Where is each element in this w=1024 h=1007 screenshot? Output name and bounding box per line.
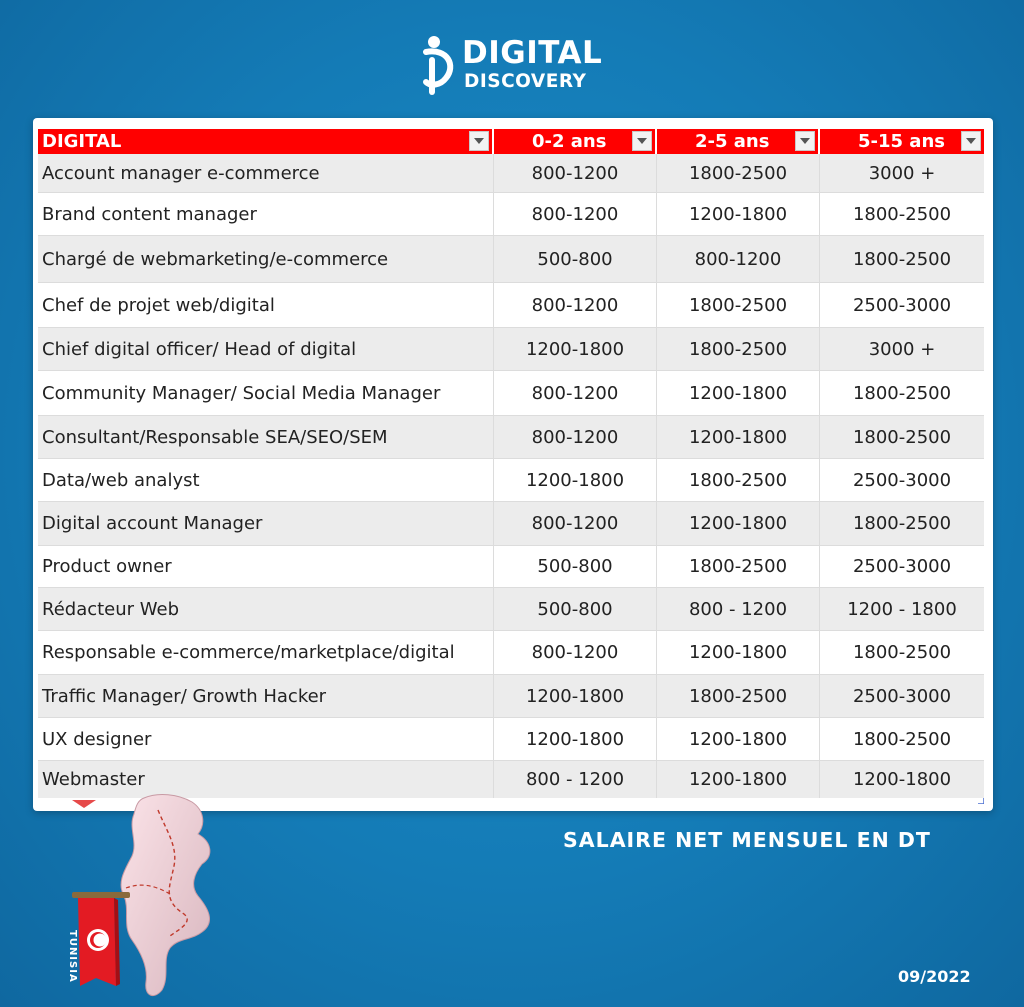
salary-cell[interactable]: 2500-3000 [852,469,952,491]
salary-cell[interactable]: 1800-2500 [657,459,820,501]
salary-cell[interactable]: 1200-1800 [494,675,657,717]
salary-cell[interactable]: 800-1200 [494,283,657,327]
salary-cell[interactable]: 1200-1800 [657,718,820,760]
salary-cell[interactable]: 800-1200 [494,193,657,235]
salary-cell[interactable]: 1800-2500 [852,426,952,448]
salary-cell[interactable]: 2500-3000 [852,294,952,316]
salary-cell[interactable]: 800-1200 [494,416,657,458]
dropdown-arrow-icon[interactable] [469,131,489,151]
publication-date: 09/2022 [898,967,971,986]
salary-cell[interactable]: 1200-1800 [657,193,820,235]
job-title-cell[interactable]: Community Manager/ Social Media Manager [38,371,494,415]
salary-cell[interactable]: 500-800 [494,588,657,630]
dropdown-arrow-icon[interactable] [961,131,981,151]
salary-cell[interactable]: 800-1200 [494,631,657,674]
salary-cell[interactable]: 1200 - 1800 [847,598,957,620]
brand-line2: DISCOVERY [464,71,587,92]
dropdown-arrow-icon[interactable] [632,131,652,151]
salary-cell[interactable]: 1200-1800 [494,328,657,370]
job-title-cell[interactable]: UX designer [38,718,494,760]
salary-cell[interactable]: 800 - 1200 [494,761,657,798]
salary-cell[interactable]: 2500-3000 [852,685,952,707]
brand-line1: DIGITAL [462,35,603,71]
brand-logo [418,34,618,98]
job-title-cell[interactable]: Consultant/Responsable SEA/SEO/SEM [38,416,494,458]
salary-cell[interactable]: 1800-2500 [852,203,952,225]
salary-cell[interactable]: 1200-1800 [657,761,820,798]
salary-caption: SALAIRE NET MENSUEL EN DT [563,828,931,852]
salary-cell[interactable]: 1800-2500 [852,642,952,663]
salary-table [38,129,984,798]
table-row [38,154,984,192]
salary-cell[interactable]: 1200-1800 [657,631,820,674]
salary-cell[interactable]: 800-1200 [494,154,657,192]
salary-cell[interactable]: 3000 + [868,338,936,360]
digital-discovery-logo-icon [418,34,456,96]
salary-cell[interactable]: 3000 + [868,162,936,184]
table-row [38,458,984,501]
table-row [38,501,984,545]
table-row [38,545,984,587]
tunisia-map-icon [66,790,236,1002]
table-row [38,327,984,370]
salary-cell[interactable]: 1200-1800 [494,459,657,501]
header-0-2[interactable] [494,129,657,154]
table-row [38,587,984,630]
table-row [38,235,984,282]
salary-cell[interactable]: 800-1200 [494,371,657,415]
job-title-cell[interactable]: Product owner [38,546,494,587]
job-title-cell[interactable]: Rédacteur Web [38,588,494,630]
salary-cell[interactable]: 1800-2500 [657,283,820,327]
salary-cell[interactable]: 1800-2500 [852,248,952,270]
salary-cell[interactable]: 1200-1800 [494,718,657,760]
notch-marker [72,800,96,808]
header-digital[interactable] [38,129,494,154]
job-title-cell[interactable]: Traffic Manager/ Growth Hacker [38,675,494,717]
dropdown-arrow-icon[interactable] [795,131,815,151]
job-title-cell[interactable]: Chief digital officer/ Head of digital [38,328,494,370]
salary-cell[interactable]: 1200-1800 [657,371,820,415]
header-label: 5-15 ans [858,131,945,152]
table-row [38,674,984,717]
salary-cell[interactable]: 1800-2500 [852,382,952,404]
job-title-cell[interactable]: Chef de projet web/digital [38,283,494,327]
job-title-cell[interactable]: Webmaster [38,761,494,798]
salary-cell[interactable]: 1800-2500 [657,154,820,192]
job-title-cell[interactable]: Brand content manager [38,193,494,235]
table-row [38,717,984,760]
salary-cell[interactable]: 1800-2500 [852,513,952,534]
job-title-cell[interactable]: Responsable e-commerce/marketplace/digital [38,631,494,674]
resize-handle-icon[interactable] [978,798,984,804]
job-title-cell[interactable]: Digital account Manager [38,502,494,545]
salary-cell[interactable]: 1800-2500 [657,546,820,587]
header-5-15[interactable] [820,129,984,154]
salary-cell[interactable]: 1800-2500 [852,728,952,750]
salary-cell[interactable]: 500-800 [494,236,657,282]
job-title-cell[interactable]: Data/web analyst [38,459,494,501]
header-label: 0-2 ans [532,131,607,152]
table-row [38,630,984,674]
job-title-cell[interactable]: Chargé de webmarketing/e-commerce [38,236,494,282]
salary-cell[interactable]: 800 - 1200 [657,588,820,630]
header-label: DIGITAL [42,131,122,152]
salary-cell[interactable]: 1800-2500 [657,675,820,717]
table-row [38,370,984,415]
flag-label: TUNISIA [67,930,78,983]
header-2-5[interactable] [657,129,820,154]
salary-cell[interactable]: 1200-1800 [657,416,820,458]
salary-cell[interactable]: 1200-1800 [657,502,820,545]
header-label: 2-5 ans [695,131,770,152]
salary-cell[interactable]: 1800-2500 [657,328,820,370]
salary-cell[interactable]: 2500-3000 [852,556,952,577]
job-title-cell[interactable]: Account manager e-commerce [38,154,494,192]
table-row [38,282,984,327]
table-row [38,192,984,235]
salary-cell[interactable]: 800-1200 [657,236,820,282]
salary-cell[interactable]: 500-800 [494,546,657,587]
salary-cell[interactable]: 1200-1800 [852,769,952,790]
table-header-row [38,129,984,154]
table-row [38,415,984,458]
salary-cell[interactable]: 800-1200 [494,502,657,545]
